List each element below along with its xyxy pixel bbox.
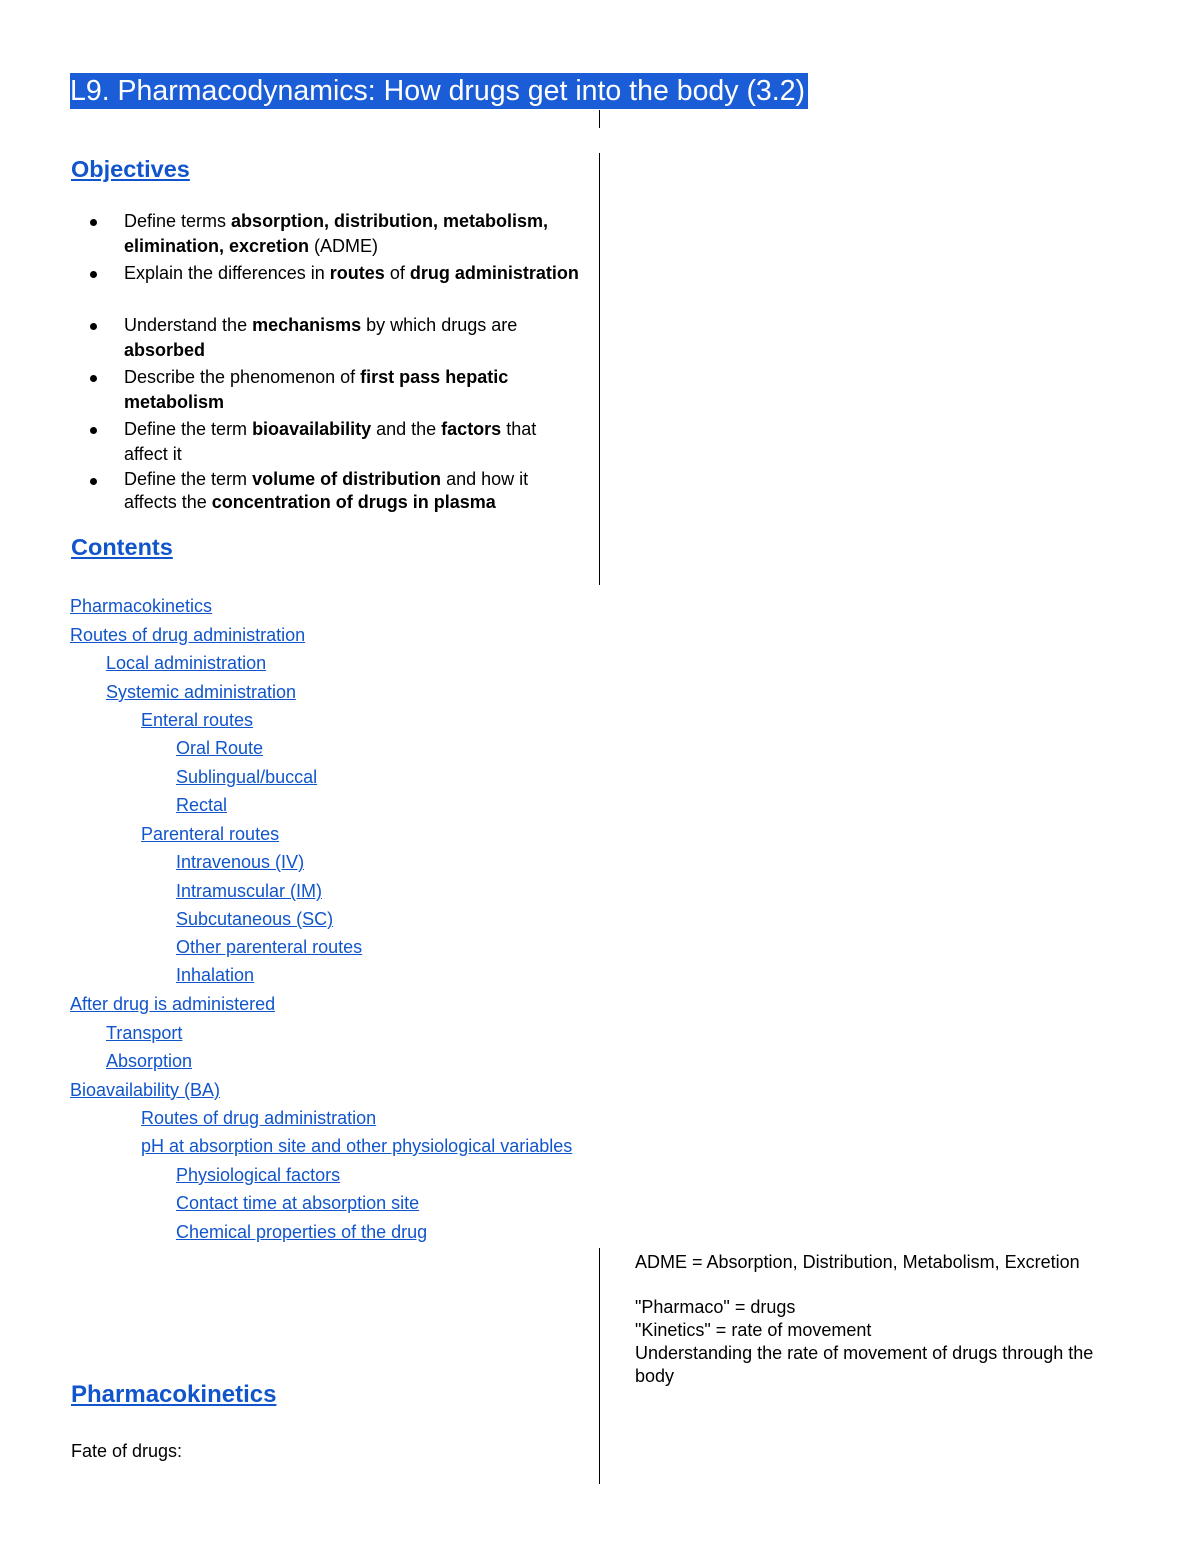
toc-link-parenteral-routes[interactable]: Parenteral routes bbox=[141, 824, 280, 844]
objective-item bbox=[124, 365, 584, 415]
toc-link-absorption[interactable]: Absorption bbox=[106, 1051, 193, 1071]
toc-link-chemical-properties-of-the-drug[interactable]: Chemical properties of the drug bbox=[176, 1222, 428, 1242]
objective-text-run: Define the term bbox=[124, 419, 253, 439]
toc-link-subcutaneous[interactable]: Subcutaneous (SC) bbox=[176, 909, 334, 929]
objective-text-run: that affect it bbox=[124, 419, 537, 464]
toc-link-ph-at-absorption-site[interactable]: pH at absorption site and other physiological variables bbox=[141, 1136, 573, 1156]
objectives-heading[interactable]: Objectives bbox=[71, 156, 190, 182]
note-pharmaco: "Pharmaco" = drugs bbox=[635, 1297, 796, 1317]
objective-item bbox=[124, 261, 584, 286]
objective-text bbox=[124, 367, 508, 412]
toc-link-intravenous[interactable]: Intravenous (IV) bbox=[176, 852, 305, 872]
toc-link-rectal[interactable]: Rectal bbox=[176, 795, 228, 815]
objective-text-run: Explain the differences in bbox=[124, 263, 330, 283]
fate-of-drugs-text: Fate of drugs: bbox=[71, 1441, 183, 1461]
objective-key-term: bioavailability bbox=[252, 419, 372, 439]
note-understanding: Understanding the rate of movement of drugs through the body bbox=[635, 1343, 1094, 1386]
toc-link-other-parenteral-routes[interactable]: Other parenteral routes bbox=[176, 937, 363, 957]
column-divider-upper bbox=[599, 153, 600, 585]
objective-text-run: Define the term bbox=[124, 469, 253, 489]
contents-heading[interactable]: Contents bbox=[71, 534, 173, 560]
objective-key-term: volume of distribution bbox=[252, 469, 442, 489]
note-adme: ADME = Absorption, Distribution, Metabolism, Excretion bbox=[635, 1252, 1080, 1272]
toc-link-bioavailability[interactable]: Bioavailability (BA) bbox=[70, 1080, 221, 1100]
objective-key-term: mechanisms bbox=[252, 315, 362, 335]
objective-key-term: concentration of drugs in plasma bbox=[211, 492, 496, 512]
bullet-icon bbox=[90, 375, 97, 382]
toc-link-intramuscular[interactable]: Intramuscular (IM) bbox=[176, 881, 323, 901]
objective-text bbox=[124, 469, 528, 512]
toc-link-sublingual-buccal[interactable]: Sublingual/buccal bbox=[176, 767, 318, 787]
objective-text-run: Describe the phenomenon of bbox=[124, 367, 361, 387]
objective-text-run: Understand the bbox=[124, 315, 253, 335]
toc-link-physiological-factors[interactable]: Physiological factors bbox=[176, 1165, 341, 1185]
objective-item bbox=[124, 313, 584, 363]
objective-text-run: Define terms bbox=[124, 211, 232, 231]
bullet-icon bbox=[90, 427, 97, 434]
toc-link-transport[interactable]: Transport bbox=[106, 1023, 183, 1043]
document-title: L9. Pharmacodynamics: How drugs get into the body (3.2) bbox=[70, 73, 808, 109]
toc-link-ba-routes-of-drug-administration[interactable]: Routes of drug administration bbox=[141, 1108, 377, 1128]
toc-link-local-administration[interactable]: Local administration bbox=[106, 653, 267, 673]
objective-item bbox=[124, 468, 584, 514]
toc-link-enteral-routes[interactable]: Enteral routes bbox=[141, 710, 254, 730]
objective-key-term: drug administration bbox=[409, 263, 579, 283]
toc-link-after-drug-is-administered[interactable]: After drug is administered bbox=[70, 994, 276, 1014]
note-kinetics: "Kinetics" = rate of movement bbox=[635, 1320, 872, 1340]
objective-text bbox=[124, 315, 517, 360]
toc-link-contact-time-at-absorption-site[interactable]: Contact time at absorption site bbox=[176, 1193, 420, 1213]
objective-text-run: and the bbox=[371, 419, 442, 439]
toc-link-pharmacokinetics[interactable]: Pharmacokinetics bbox=[70, 596, 213, 616]
objective-text bbox=[124, 211, 548, 256]
bullet-icon bbox=[90, 271, 97, 278]
objective-key-term: first pass hepatic metabolism bbox=[124, 367, 509, 412]
bullet-icon bbox=[90, 478, 97, 485]
objective-key-term: absorbed bbox=[124, 340, 206, 360]
objective-key-term: absorption, distribution, metabolism, elimination, excretion bbox=[124, 211, 549, 256]
toc-link-systemic-administration[interactable]: Systemic administration bbox=[106, 682, 297, 702]
column-divider-lower bbox=[599, 1248, 600, 1484]
toc-link-oral-route[interactable]: Oral Route bbox=[176, 738, 264, 758]
objective-key-term: factors bbox=[441, 419, 502, 439]
toc-link-inhalation[interactable]: Inhalation bbox=[176, 965, 255, 985]
column-divider-top bbox=[599, 110, 600, 128]
objective-text bbox=[124, 263, 579, 283]
objective-item bbox=[124, 209, 584, 259]
objective-text-run: by which drugs are bbox=[361, 315, 518, 335]
pharmacokinetics-heading[interactable]: Pharmacokinetics bbox=[71, 1381, 277, 1408]
objective-key-term: routes bbox=[329, 263, 385, 283]
objective-item bbox=[124, 417, 584, 467]
objective-text-run: and how it affects the bbox=[124, 469, 529, 512]
objective-text bbox=[124, 419, 536, 464]
bullet-icon bbox=[90, 323, 97, 330]
toc-link-routes-of-drug-administration[interactable]: Routes of drug administration bbox=[70, 625, 306, 645]
bullet-icon bbox=[90, 219, 97, 226]
objective-text-run: of bbox=[384, 263, 410, 283]
objective-text-run: (ADME) bbox=[309, 236, 379, 256]
